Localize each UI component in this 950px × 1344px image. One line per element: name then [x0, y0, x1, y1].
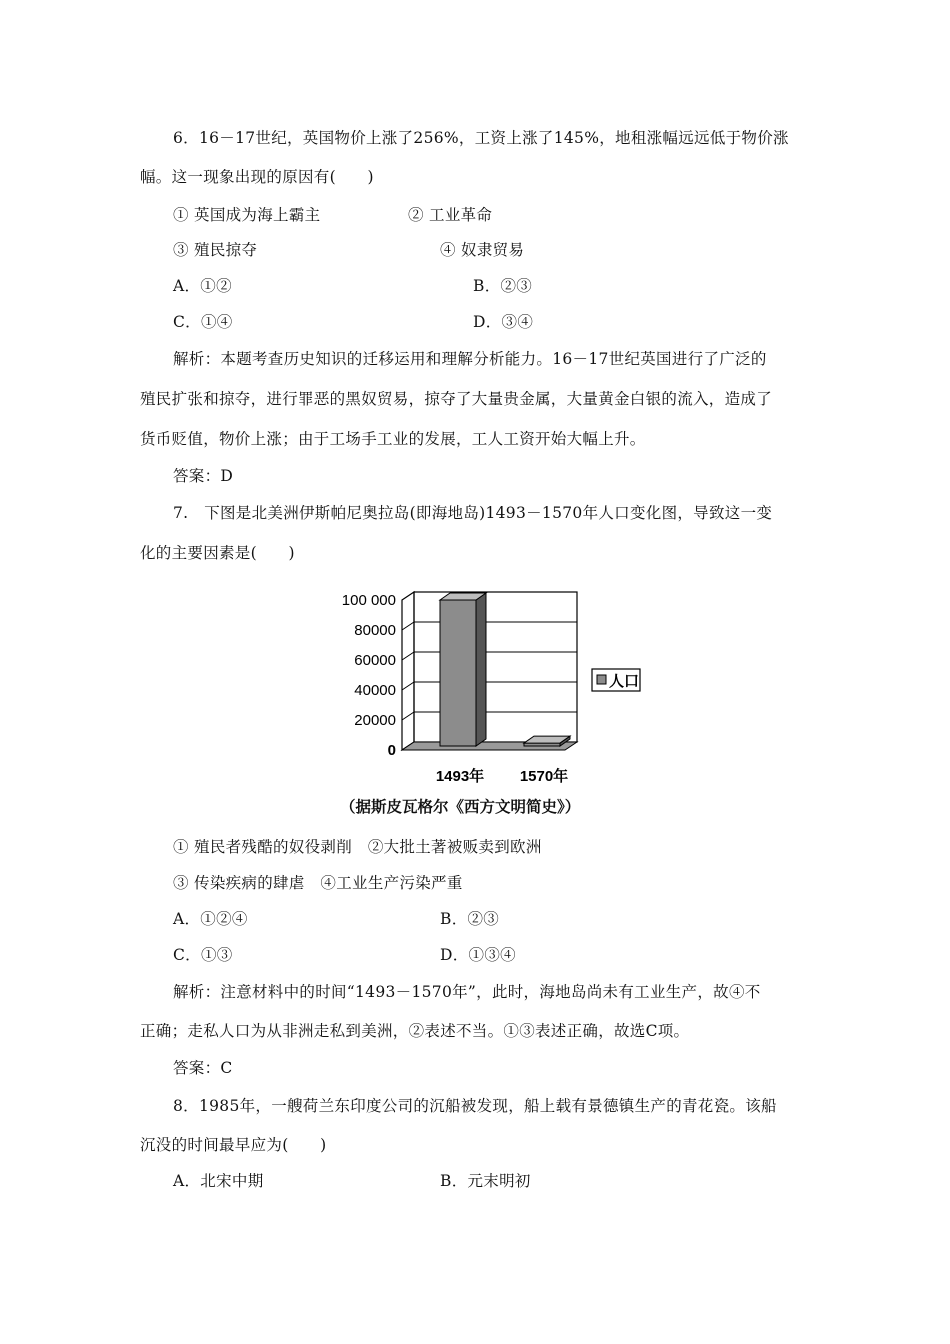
- chart-y-tick-label: 80000: [354, 622, 396, 639]
- chart-gridline-side: [402, 652, 414, 660]
- q7-stem-line1: 7. 下图是北美洲伊斯帕尼奥拉岛(即海地岛)1493－1570年人口变化图，导致这一变: [173, 504, 773, 522]
- q6-option-4: ④ 奴隶贸易: [440, 241, 525, 259]
- chart-y-tick-label: 100 000: [341, 592, 396, 609]
- chart-gridline-side: [402, 622, 414, 630]
- q8-choice-a: A．北宋中期: [173, 1172, 264, 1190]
- q6-choice-c: C．①④: [173, 313, 233, 331]
- q8-stem-line1: 8．1985年，一艘荷兰东印度公司的沉船被发现，船上载有景德镇生产的青花瓷。该船: [173, 1097, 777, 1115]
- q7-stem-line2: 化的主要因素是( ): [140, 544, 295, 562]
- q6-choice-a: A．①②: [173, 277, 232, 295]
- q7-options-line2: ③ 传染疾病的肆虐 ④工业生产污染严重: [173, 874, 463, 892]
- q6-analysis-line2: 殖民扩张和掠夺，进行罪恶的黑奴贸易，掠夺了大量贵金属，大量黄金白银的流入，造成了: [140, 390, 773, 408]
- chart-legend-label: 人口: [609, 672, 640, 690]
- q7-choice-b: B．②③: [440, 910, 500, 928]
- q6-analysis-line3: 货币贬值，物价上涨；由于工场手工业的发展，工人工资开始大幅上升。: [140, 430, 646, 448]
- chart-y-tick-label: 0: [387, 742, 396, 759]
- q7-choice-c: C．①③: [173, 946, 233, 964]
- q8-choice-b: B．元末明初: [440, 1172, 531, 1190]
- population-chart-svg: [310, 585, 655, 795]
- chart-x-tick-label: 1570年: [519, 768, 569, 785]
- q6-option-1: ① 英国成为海上霸主: [173, 206, 321, 224]
- chart-gridline-side: [402, 682, 414, 690]
- q6-choice-b: B．②③: [473, 277, 533, 295]
- q6-stem-line2: 幅。这一现象出现的原因有( ): [140, 168, 374, 186]
- chart-caption: （据斯皮瓦格尔《西方文明简史》）: [340, 797, 581, 816]
- q8-stem-line2: 沉没的时间最早应为( ): [140, 1136, 327, 1154]
- chart-x-tick-label: 1493年: [435, 768, 485, 785]
- population-chart: [310, 585, 655, 820]
- q7-answer: 答案：C: [173, 1059, 233, 1077]
- q7-options-line1: ① 殖民者残酷的奴役剥削 ②大批土著被贩卖到欧洲: [173, 838, 542, 856]
- q7-choice-d: D．①③④: [440, 946, 516, 964]
- chart-bar-1: [440, 600, 476, 746]
- chart-back-wall: [414, 592, 577, 742]
- q6-option-3: ③ 殖民掠夺: [173, 241, 258, 259]
- chart-gridline-side: [402, 712, 414, 720]
- q6-choice-d: D．③④: [473, 313, 534, 331]
- q6-analysis-line1: 解析：本题考查历史知识的迁移运用和理解分析能力。16－17世纪英国进行了广泛的: [173, 350, 767, 368]
- q7-analysis-line1: 解析：注意材料中的时间“1493－1570年”，此时，海地岛尚未有工业生产，故④不: [173, 983, 761, 1001]
- q6-option-2: ② 工业革命: [408, 206, 493, 224]
- q6-answer: 答案：D: [173, 467, 234, 485]
- chart-y-tick-label: 20000: [354, 712, 396, 729]
- chart-bar-side-1: [476, 593, 486, 746]
- q7-analysis-line2: 正确；走私人口为从非洲走私到美洲，②表述不当。①③表述正确，故选C项。: [140, 1022, 690, 1040]
- q7-choice-a: A．①②④: [173, 910, 248, 928]
- chart-side-wall: [402, 592, 414, 750]
- q6-stem-line1: 6．16－17世纪，英国物价上涨了256%，工资上涨了145%，地租涨幅远远低于物价涨: [173, 129, 789, 147]
- chart-y-tick-label: 60000: [354, 652, 396, 669]
- chart-legend-swatch: [597, 675, 606, 684]
- chart-y-tick-label: 40000: [354, 682, 396, 699]
